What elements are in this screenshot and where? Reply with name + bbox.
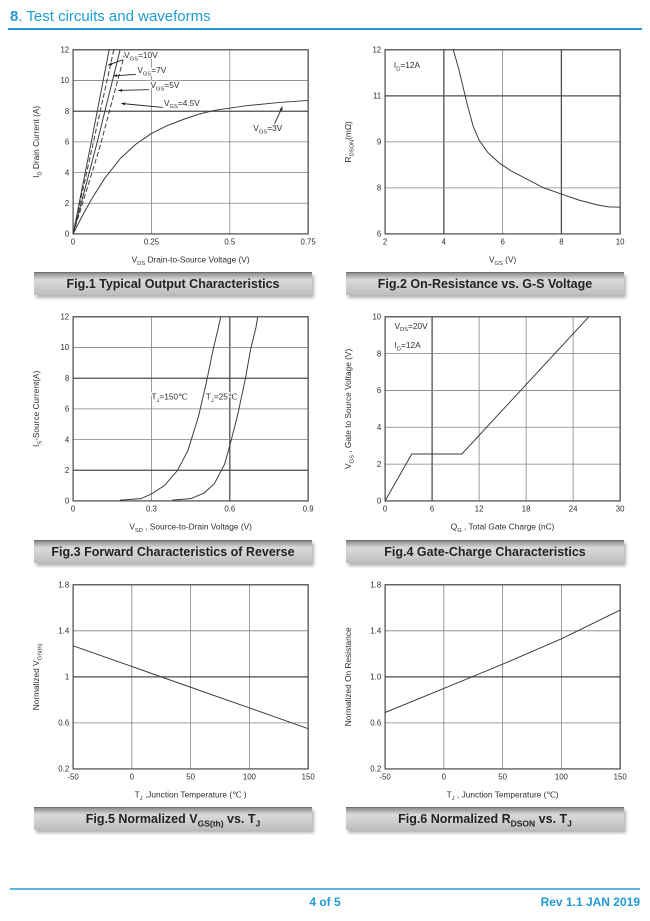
svg-text:RDSON(mΩ): $R_{DSON}(m\Omega)$ (342, 121, 356, 163)
chart-canvas-fig4 (342, 307, 628, 532)
svg-text:0.2: 0.2 (370, 764, 382, 774)
figure-2-caption: Fig.2 On-Resistance vs. G-S Voltage (346, 272, 624, 295)
figure-5-caption: Fig.5 Normalized $V_{GS(th)}$ vs. $T_J$ (34, 807, 312, 830)
footer-spacer (10, 895, 220, 909)
svg-text:4: 4 (64, 435, 70, 445)
section-header (8, 6, 642, 30)
figure-1 (30, 40, 316, 295)
svg-text:6: 6 (376, 386, 382, 396)
svg-text:6: 6 (429, 504, 435, 514)
chart-canvas-fig6 (342, 575, 628, 800)
svg-text:IS-Source Current(A): $I_S$-Source Current(A) (30, 370, 44, 448)
svg-text:10: 10 (615, 237, 625, 247)
chart-output-characteristics (30, 40, 316, 265)
section-number: 8 (10, 8, 19, 25)
svg-text:6: 6 (376, 229, 382, 239)
svg-text:0.75: 0.75 (300, 237, 316, 247)
svg-text:VGS=4.5V: $V_{GS}=4.5V$ (163, 97, 200, 111)
svg-text:8: 8 (559, 237, 564, 247)
svg-text:11: 11 (373, 91, 382, 101)
page-number: 4 of 5 (309, 895, 341, 909)
svg-text:VGS=10V: $V_{GS}=10V$ (124, 50, 158, 63)
chart-normalized-vgsth (30, 575, 316, 800)
svg-text:150: 150 (613, 772, 627, 782)
svg-text:150: 150 (301, 772, 315, 782)
page-footer (10, 888, 640, 909)
chart-on-resistance-vs-gs-voltage (342, 40, 628, 265)
svg-text:100: 100 (554, 772, 568, 782)
svg-text:0.5: 0.5 (224, 237, 236, 247)
chart-canvas-fig3 (30, 307, 316, 532)
svg-text:8: 8 (376, 183, 382, 193)
figure-6 (342, 575, 628, 830)
svg-text:2: 2 (64, 466, 70, 476)
svg-text:4: 4 (64, 168, 70, 178)
svg-text:100: 100 (242, 772, 256, 782)
svg-text:0.3: 0.3 (146, 504, 157, 514)
chart-normalized-rdson (342, 575, 628, 800)
svg-text:Normalized On Resistance: Normalized On Resistance (342, 626, 353, 726)
svg-text:0.6: 0.6 (58, 718, 70, 728)
section-title: . Test circuits and waveforms (18, 8, 211, 25)
svg-text:12: 12 (372, 45, 382, 55)
svg-text:ID=12A: $I_D=12A$ (393, 60, 421, 73)
svg-text:0: 0 (70, 237, 76, 247)
svg-text:18: 18 (521, 504, 531, 514)
svg-text:TJ ,Junction Temperature (℃ ): $T_J$ ,Junction Temperature (℃ ) (134, 788, 247, 800)
svg-text:VDS=20V: $V_{DS}=20V$ (394, 321, 428, 334)
svg-text:2: 2 (64, 198, 70, 208)
svg-text:-50: -50 (379, 772, 391, 782)
figure-4-caption: Fig.4 Gate-Charge Characteristics (346, 540, 624, 563)
svg-text:1.0: 1.0 (370, 672, 382, 682)
svg-text:0: 0 (382, 504, 388, 514)
svg-text:2: 2 (376, 460, 382, 470)
svg-text:TJ , Junction Temperature (℃): $T_J$ , Junction Temperature (℃) (446, 788, 559, 800)
svg-text:12: 12 (60, 45, 70, 55)
svg-text:ID Drain Current (A): $I_D$ Drain Current (A) (30, 105, 44, 178)
svg-text:1.8: 1.8 (370, 580, 382, 590)
svg-text:2: 2 (382, 237, 388, 247)
svg-text:8: 8 (64, 374, 70, 384)
svg-text:9: 9 (376, 137, 382, 147)
chart-canvas-fig1 (30, 40, 316, 265)
svg-text:TJ=25℃: $T_J=25℃$ (205, 391, 238, 405)
svg-text:12: 12 (474, 504, 484, 514)
svg-text:0: 0 (441, 772, 447, 782)
svg-text:0.6: 0.6 (224, 504, 236, 514)
svg-text:VGS=3V: $V_{GS}=3V$ (253, 123, 283, 136)
svg-text:10: 10 (372, 312, 382, 322)
svg-text:0.2: 0.2 (58, 764, 70, 774)
svg-text:VGS=5V: $V_{GS}=5V$ (150, 80, 180, 93)
svg-text:50: 50 (186, 772, 195, 782)
chart-forward-characteristics (30, 307, 316, 532)
svg-text:10: 10 (60, 76, 70, 86)
figure-3-caption: Fig.3 Forward Characteristics of Reverse (34, 540, 312, 563)
svg-text:6: 6 (64, 404, 70, 414)
svg-text:QG , Total Gate Charge (nC): $Q_G$ , Total Gate Charge (nC) (450, 521, 555, 533)
svg-text:50: 50 (498, 772, 507, 782)
svg-text:12: 12 (60, 312, 70, 322)
figure-4 (342, 307, 628, 562)
svg-text:VGS (V): $V_{GS}$ (V) (488, 254, 517, 266)
svg-text:VGS=7V: $V_{GS}=7V$ (137, 64, 167, 78)
figure-1-caption: Fig.1 Typical Output Characteristics (34, 272, 312, 295)
svg-text:1.8: 1.8 (58, 580, 70, 590)
figure-2 (342, 40, 628, 295)
svg-text:0.9: 0.9 (302, 504, 314, 514)
figure-6-caption: Fig.6 Normalized $R_{DSON}$ vs. $T_J$ (346, 807, 624, 830)
svg-text:VDS Drain-to-Source Voltage (: $V_{DS}$ Drain-to-Source Voltage (V) (131, 254, 250, 266)
svg-text:1.4: 1.4 (370, 626, 382, 636)
svg-text:TJ=150℃: $T_J=150℃$ (151, 391, 188, 405)
svg-text:0: 0 (129, 772, 135, 782)
svg-text:ID=12A: $I_D=12A$ (394, 340, 421, 353)
svg-text:6: 6 (500, 237, 505, 247)
svg-text:0.25: 0.25 (143, 237, 160, 247)
svg-text:0: 0 (376, 496, 382, 506)
svg-text:1: 1 (64, 672, 70, 682)
chart-gate-charge (342, 307, 628, 532)
chart-canvas-fig5 (30, 575, 316, 800)
svg-text:1.4: 1.4 (58, 626, 70, 636)
svg-text:10: 10 (60, 343, 70, 353)
svg-text:VGS , Gate to Source Voltage (: $V_{GS}$ , Gate to Source Voltage (V) (342, 349, 356, 470)
svg-text:4: 4 (376, 423, 382, 433)
figure-3 (30, 307, 316, 562)
chart-canvas-fig2 (342, 40, 628, 265)
svg-text:24: 24 (568, 504, 578, 514)
svg-text:-50: -50 (67, 772, 79, 782)
svg-text:6: 6 (64, 137, 70, 147)
figure-5 (30, 575, 316, 830)
svg-text:30: 30 (615, 504, 625, 514)
revision-label: Rev 1.1 JAN 2019 (540, 895, 640, 909)
svg-text:0: 0 (64, 496, 70, 506)
svg-text:0.6: 0.6 (370, 718, 382, 728)
svg-text:0: 0 (64, 229, 70, 239)
svg-text:8: 8 (376, 349, 382, 359)
svg-text:8: 8 (64, 106, 70, 116)
svg-text:4: 4 (441, 237, 447, 247)
svg-text:VSD , Source-to-Drain Voltage: $V_{SD}$ , Source-to-Drain Voltage (V) (129, 521, 252, 533)
svg-text:0: 0 (70, 504, 76, 514)
figure-grid (0, 30, 650, 830)
svg-text:Normalized VGS(th): Normalized $V_{GS(th)}$ (30, 642, 44, 710)
